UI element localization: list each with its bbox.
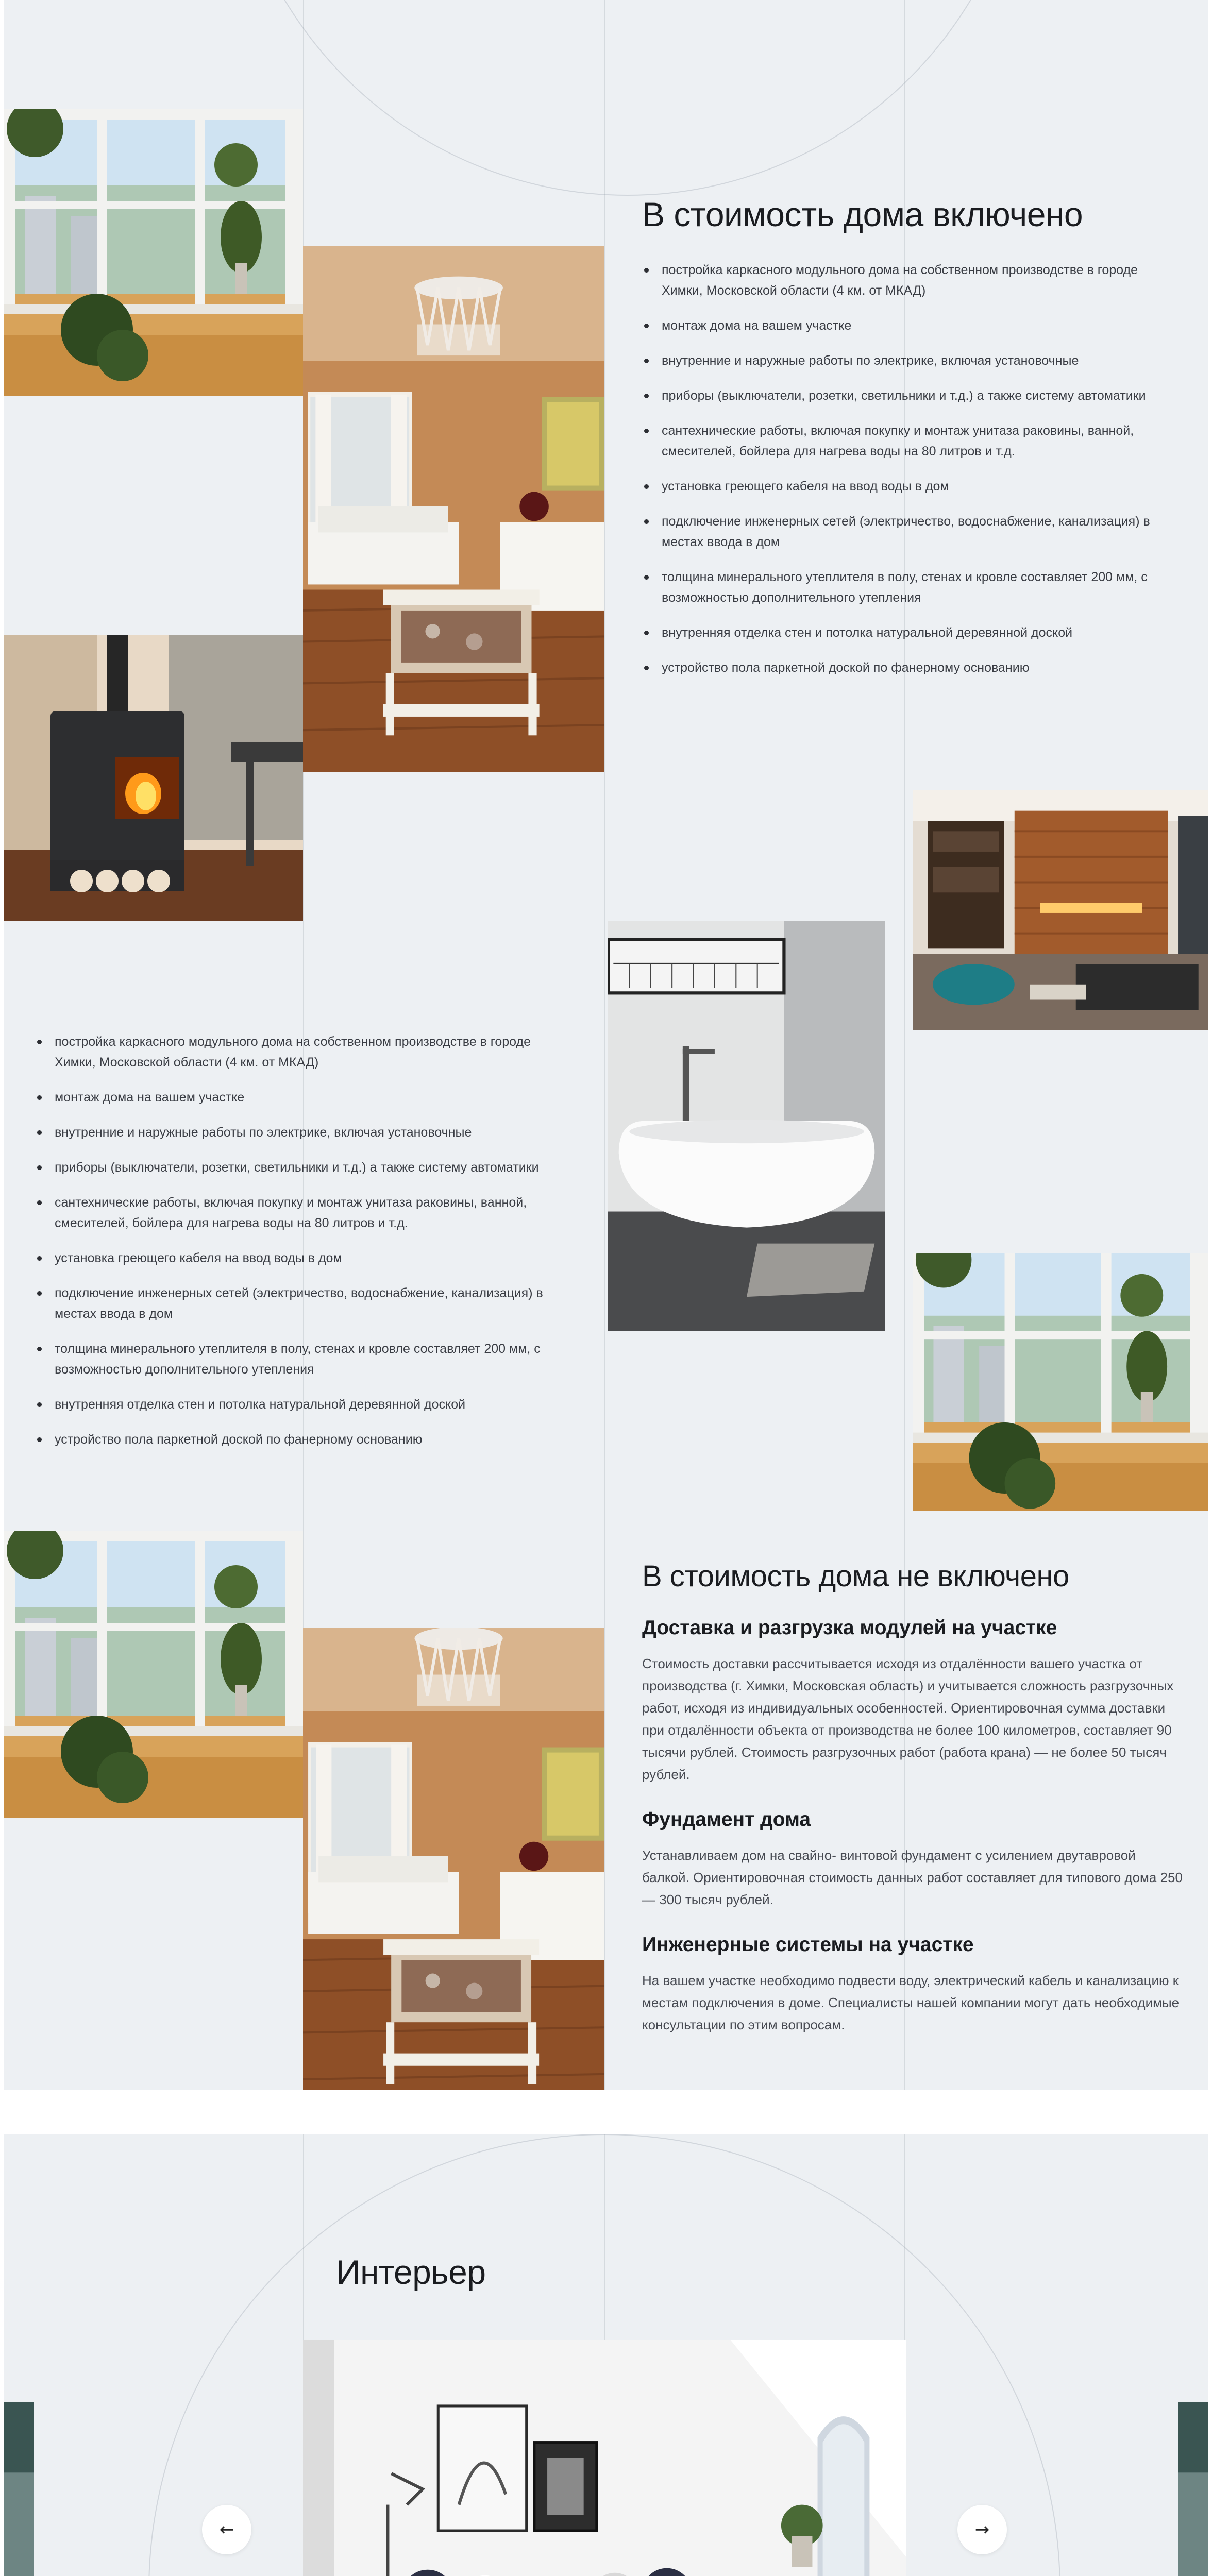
not-included-title: В стоимость дома не включено [642, 1560, 1069, 1593]
included-item: внутренние и наружные работы по электрике, включая установочные [35, 1122, 571, 1143]
carousel-prev-preview[interactable] [4, 2402, 34, 2576]
decorative-arc [226, 0, 1030, 196]
engineering-title: Инженерные системы на участке [642, 1934, 974, 1956]
sunroom-photo-3 [4, 1531, 303, 1818]
included-item: установка греющего кабеля на ввод воды в дом [642, 476, 1178, 497]
included-item: толщина минерального утеплителя в полу, стенах и кровле составляет 200 мм, с возможностью дополнительного утепления [35, 1338, 571, 1380]
included-item: приборы (выключатели, розетки, светильники и т.д.) а также систему автоматики [642, 385, 1178, 406]
foundation-text: Устанавливаем дом на свайно- винтовой фундамент с усилением двутавровой балкой. Ориентировочная стоимость данных работ составляет для типового дома 250 — 300 тысяч рублей. [642, 1848, 1183, 1907]
included-item: постройка каркасного модульного дома на собственном производстве в городе Химки, Московской области (4 км. от МКАД) [35, 1031, 571, 1073]
foundation-title: Фундамент дома [642, 1808, 811, 1831]
house-price-section [4, 0, 1208, 2090]
sunroom-photo [4, 109, 303, 396]
interior-title: Интерьер [336, 2253, 486, 2291]
included-item: сантехнические работы, включая покупку и монтаж унитаза раковины, ванной, смесителей, бойлера для нагрева воды на 80 литров и т.д. [35, 1192, 571, 1233]
included-item: толщина минерального утеплителя в полу, стенах и кровле составляет 200 мм, с возможностью дополнительного утепления [642, 567, 1178, 608]
bathroom-photo [608, 921, 885, 1331]
engineering-text: На вашем участке необходимо подвести воду, электрический кабель и канализацию к местам подключения в доме. Специалисты нашей компании могут дать необходимые консультации по этим вопросам. [642, 1973, 1180, 2032]
included-item: монтаж дома на вашем участке [642, 315, 1178, 336]
arrow-right-icon: → [974, 2519, 990, 2540]
carousel-prev-button[interactable] [202, 2505, 251, 2554]
lounge-photo [913, 790, 1208, 1030]
interior-slide-photo [303, 2340, 906, 2576]
included-item: приборы (выключатели, розетки, светильники и т.д.) а также систему автоматики [35, 1157, 571, 1178]
carousel-next-button[interactable] [957, 2505, 1007, 2554]
living-room-photo-2 [303, 1628, 604, 2090]
included-item: внутренние и наружные работы по электрике, включая установочные [642, 350, 1178, 371]
delivery-title: Доставка и разгрузка модулей на участке [642, 1617, 1057, 1639]
included-item: устройство пола паркетной доской по фанерному основанию [35, 1429, 571, 1450]
included-item: установка греющего кабеля на ввод воды в дом [35, 1248, 571, 1268]
grid-line [604, 0, 605, 2090]
sunroom-photo-2 [913, 1253, 1208, 1511]
included-item: сантехнические работы, включая покупку и монтаж унитаза раковины, ванной, смесителей, бойлера для нагрева воды на 80 литров и т.д. [642, 420, 1178, 462]
not-included-content [642, 1617, 1183, 2059]
included-item: монтаж дома на вашем участке [35, 1087, 571, 1108]
included-list [642, 260, 1178, 692]
included-item: устройство пола паркетной доской по фанерному основанию [642, 657, 1178, 678]
included-list-secondary [35, 1031, 571, 1464]
included-item: подключение инженерных сетей (электричество, водоснабжение, канализация) в местах ввода в дом [642, 511, 1178, 552]
included-item: подключение инженерных сетей (электричество, водоснабжение, канализация) в местах ввода в дом [35, 1283, 571, 1324]
delivery-text: Стоимость доставки рассчитывается исходя из отдалённости вашего участка от производства (г. Химки, Московская область) и учитывается сложность разгрузочных работ, исходя из индивидуальных особенностей. Ориентировочная сумма доставки при отдалённости объекта от производства не более 100 километров, составляет 90 тысячи рублей. Стоимость разгрузочных работ (работа крана) — не более 50 тысяч рублей. [642, 1656, 1174, 1782]
living-room-photo [303, 246, 604, 772]
included-item: внутренняя отделка стен и потолка натуральной деревянной доской [642, 622, 1178, 643]
included-title: В стоимость дома включено [642, 195, 1083, 233]
included-item: постройка каркасного модульного дома на собственном производстве в городе Химки, Московской области (4 км. от МКАД) [642, 260, 1178, 301]
fireplace-photo [4, 635, 303, 921]
arrow-left-icon: ← [219, 2519, 234, 2540]
included-item: внутренняя отделка стен и потолка натуральной деревянной доской [35, 1394, 571, 1415]
carousel-next-preview[interactable] [1178, 2402, 1208, 2576]
interior-section [4, 2134, 1208, 2576]
